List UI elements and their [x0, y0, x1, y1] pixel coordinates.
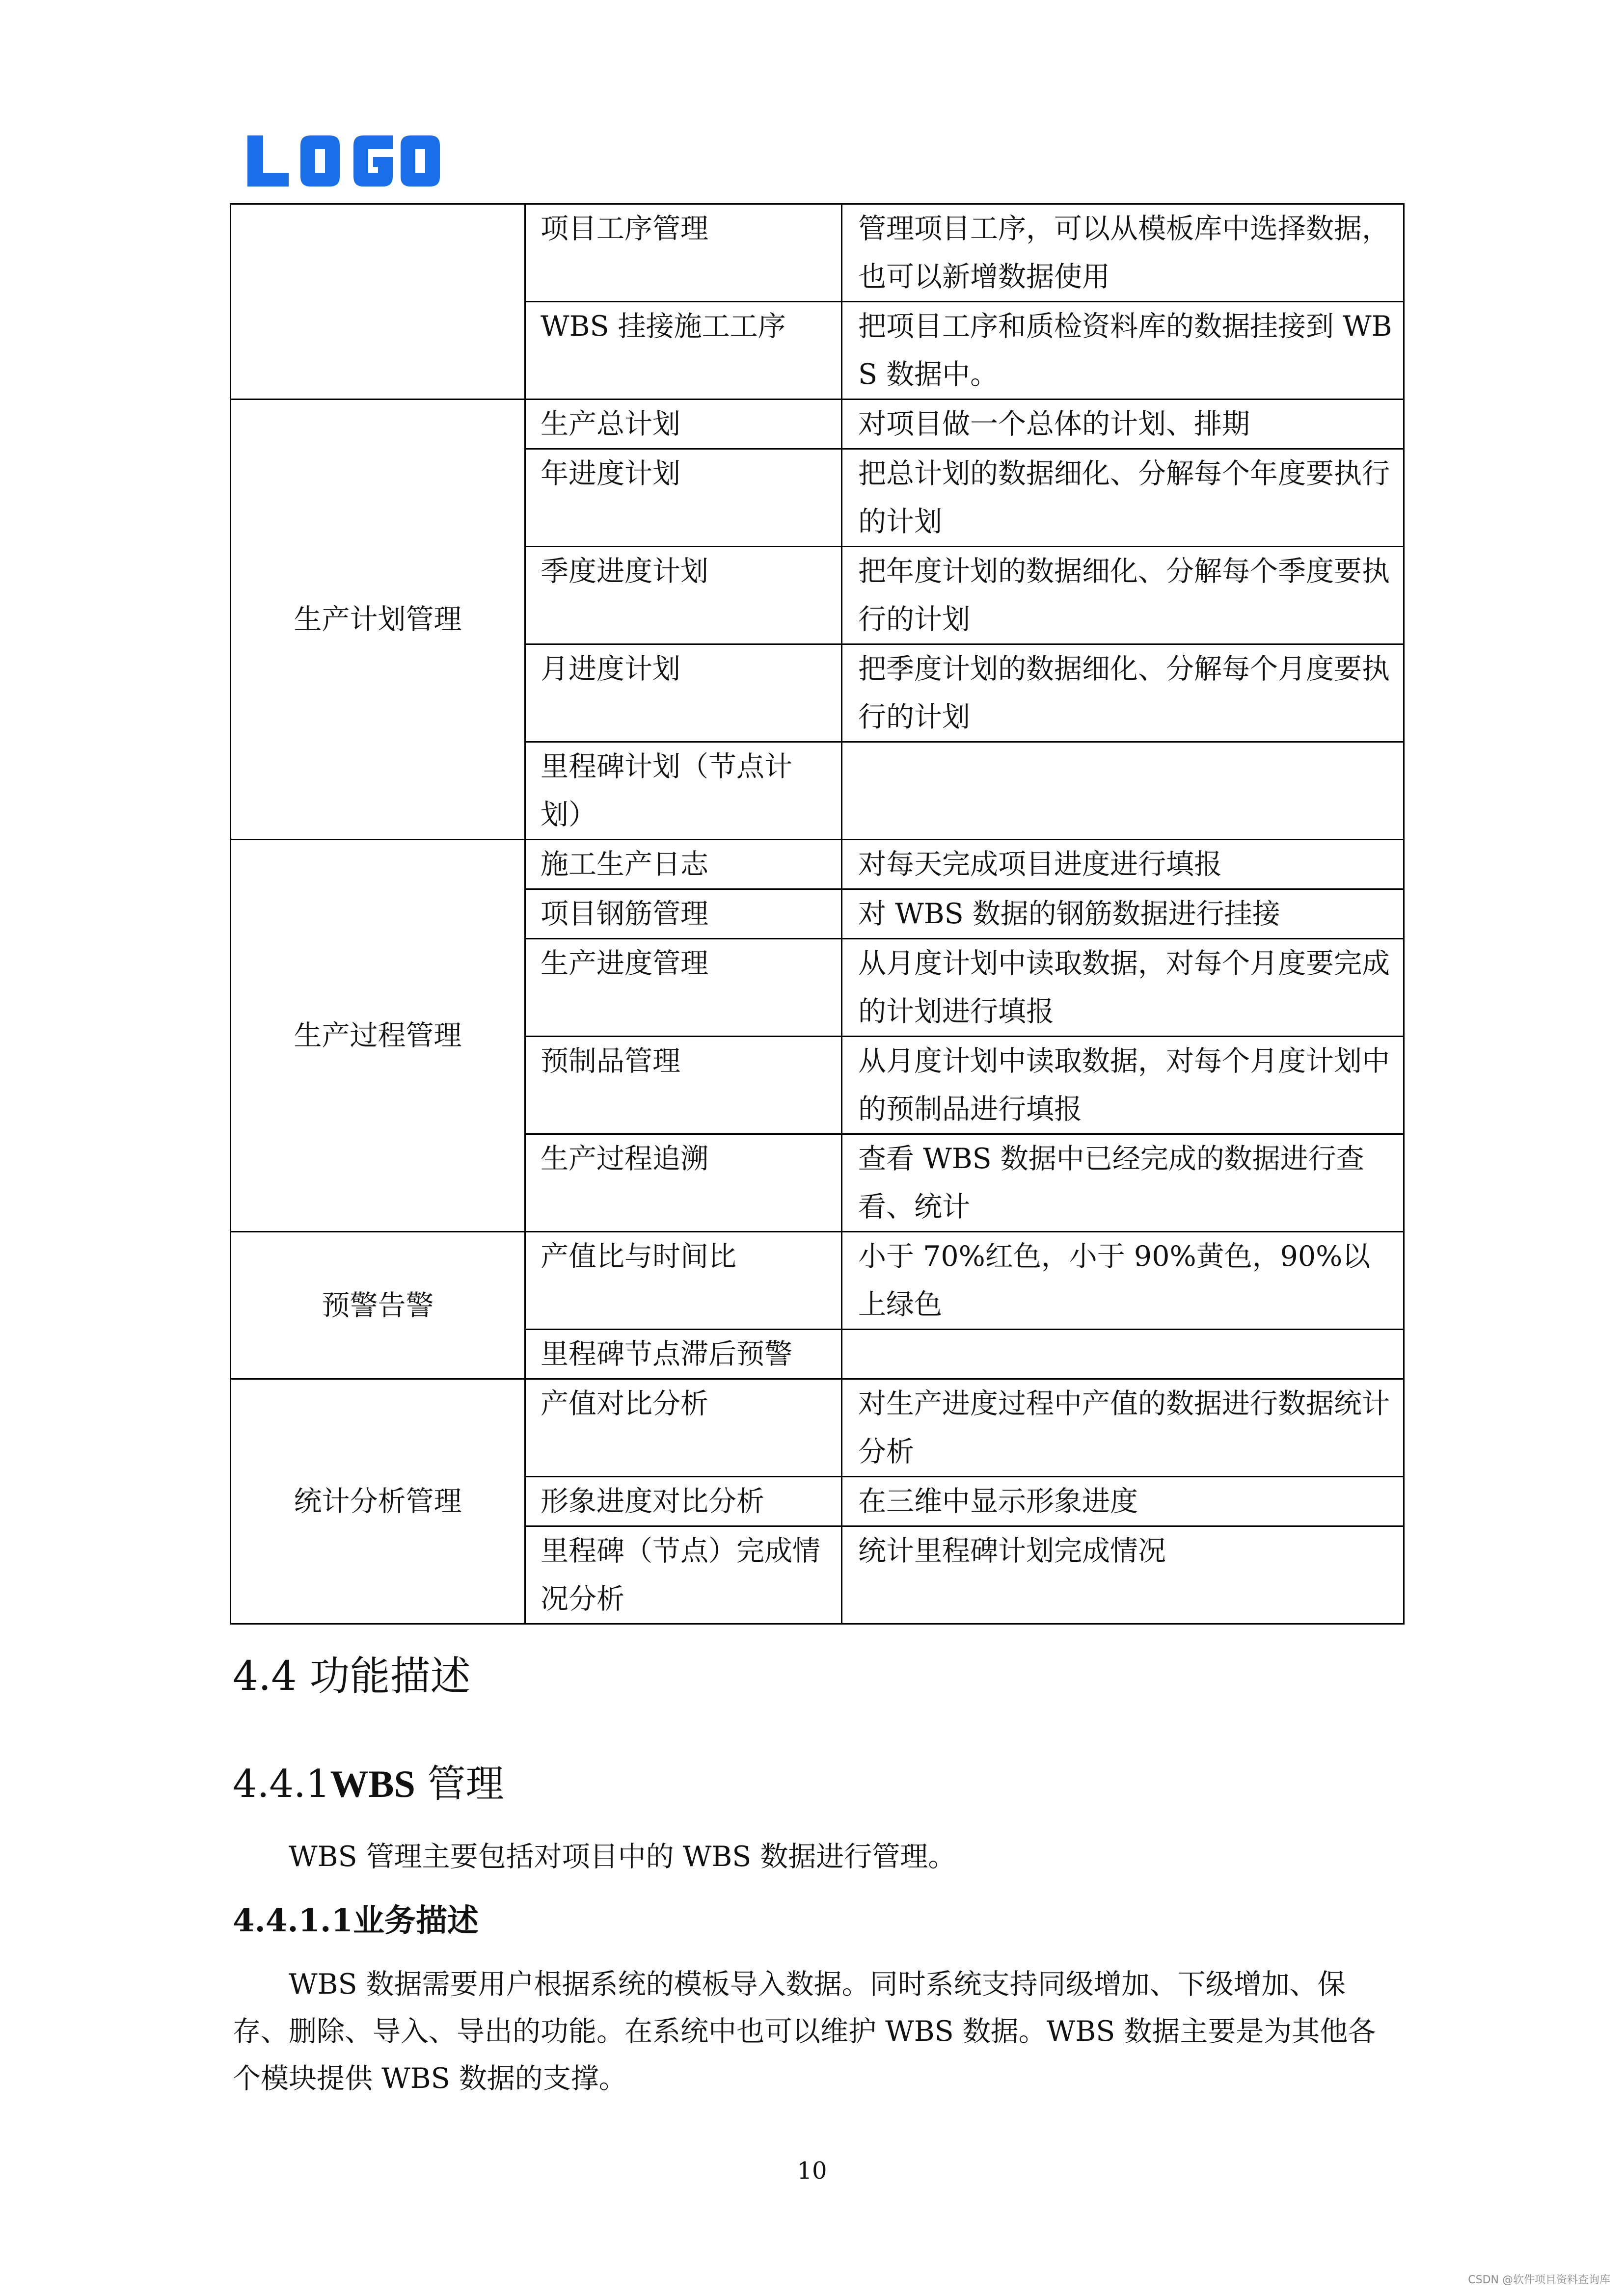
logo — [245, 127, 442, 190]
description-cell: 从月度计划中读取数据，对每个月度计划中的预制品进行填报 — [842, 1037, 1404, 1134]
description-cell: 把项目工序和质检资料库的数据挂接到 WBS 数据中。 — [842, 302, 1404, 400]
business-heading: 4.4.1.1业务描述 — [233, 1902, 479, 1939]
table-row — [231, 840, 1404, 889]
description-cell: 对 WBS 数据的钢筋数据进行挂接 — [842, 889, 1404, 939]
subsection-title: 管理 — [415, 1762, 504, 1806]
group-cell — [231, 204, 525, 400]
feature-cell: 项目工序管理 — [525, 204, 842, 302]
table-row — [231, 400, 1404, 449]
feature-cell: 项目钢筋管理 — [525, 889, 842, 939]
watermark: CSDN @软件项目资料查询库 — [1468, 2274, 1610, 2286]
description-cell: 把年度计划的数据细化、分解每个季度要执行的计划 — [842, 547, 1404, 644]
group-cell: 预警告警 — [231, 1232, 525, 1379]
feature-cell: 产值对比分析 — [525, 1379, 842, 1477]
description-cell: 对每天完成项目进度进行填报 — [842, 840, 1404, 889]
feature-cell: 产值比与时间比 — [525, 1232, 842, 1330]
feature-cell: WBS 挂接施工工序 — [525, 302, 842, 400]
section-heading: 4.4 功能描述 — [233, 1653, 471, 1700]
feature-cell: 生产总计划 — [525, 400, 842, 449]
description-cell: 从月度计划中读取数据，对每个月度要完成的计划进行填报 — [842, 939, 1404, 1037]
table-body — [231, 204, 1404, 1624]
description-cell: 查看 WBS 数据中已经完成的数据进行查看、统计 — [842, 1134, 1404, 1232]
table-row — [231, 204, 1404, 302]
group-cell: 生产计划管理 — [231, 400, 525, 840]
description-cell: 把季度计划的数据细化、分解每个月度要执行的计划 — [842, 644, 1404, 742]
logo-graphic — [245, 127, 442, 190]
table-row — [231, 1232, 1404, 1330]
description-cell: 小于 70%红色，小于 90%黄色，90%以上绿色 — [842, 1232, 1404, 1330]
feature-cell: 预制品管理 — [525, 1037, 842, 1134]
description-cell: 对生产进度过程中产值的数据进行数据统计分析 — [842, 1379, 1404, 1477]
description-cell: 对项目做一个总体的计划、排期 — [842, 400, 1404, 449]
feature-cell: 月进度计划 — [525, 644, 842, 742]
feature-cell: 季度进度计划 — [525, 547, 842, 644]
group-cell: 统计分析管理 — [231, 1379, 525, 1624]
page-number: 10 — [797, 2157, 827, 2185]
subsection-wbs: WBS — [330, 1762, 415, 1805]
description-cell: 把总计划的数据细化、分解每个年度要执行的计划 — [842, 449, 1404, 547]
business-paragraph: WBS 数据需要用户根据系统的模板导入数据。同时系统支持同级增加、下级增加、保存、删除、导入、导出的功能。在系统中也可以维护 WBS 数据。WBS 数据主要是为其他各个模块提供 WBS 数据的支撑。 — [233, 1968, 1376, 2095]
description-cell: 统计里程碑计划完成情况 — [842, 1526, 1404, 1624]
description-cell — [842, 1330, 1404, 1379]
feature-cell: 里程碑计划（节点计划） — [525, 742, 842, 840]
feature-cell: 施工生产日志 — [525, 840, 842, 889]
feature-cell: 生产进度管理 — [525, 939, 842, 1037]
feature-cell: 里程碑（节点）完成情况分析 — [525, 1526, 842, 1624]
table-row — [231, 1379, 1404, 1477]
subsection-number: 4.4.1 — [233, 1762, 330, 1806]
feature-cell: 生产过程追溯 — [525, 1134, 842, 1232]
subsection-heading — [233, 1753, 504, 1808]
description-cell: 管理项目工序，可以从模板库中选择数据，也可以新增数据使用 — [842, 204, 1404, 302]
description-cell: 在三维中显示形象进度 — [842, 1477, 1404, 1526]
description-cell — [842, 742, 1404, 840]
feature-cell: 里程碑节点滞后预警 — [525, 1330, 842, 1379]
group-cell: 生产过程管理 — [231, 840, 525, 1232]
feature-cell: 年进度计划 — [525, 449, 842, 547]
intro-paragraph: WBS 管理主要包括对项目中的 WBS 数据进行管理。 — [289, 1841, 956, 1873]
function-table — [230, 203, 1405, 1625]
feature-cell: 形象进度对比分析 — [525, 1477, 842, 1526]
